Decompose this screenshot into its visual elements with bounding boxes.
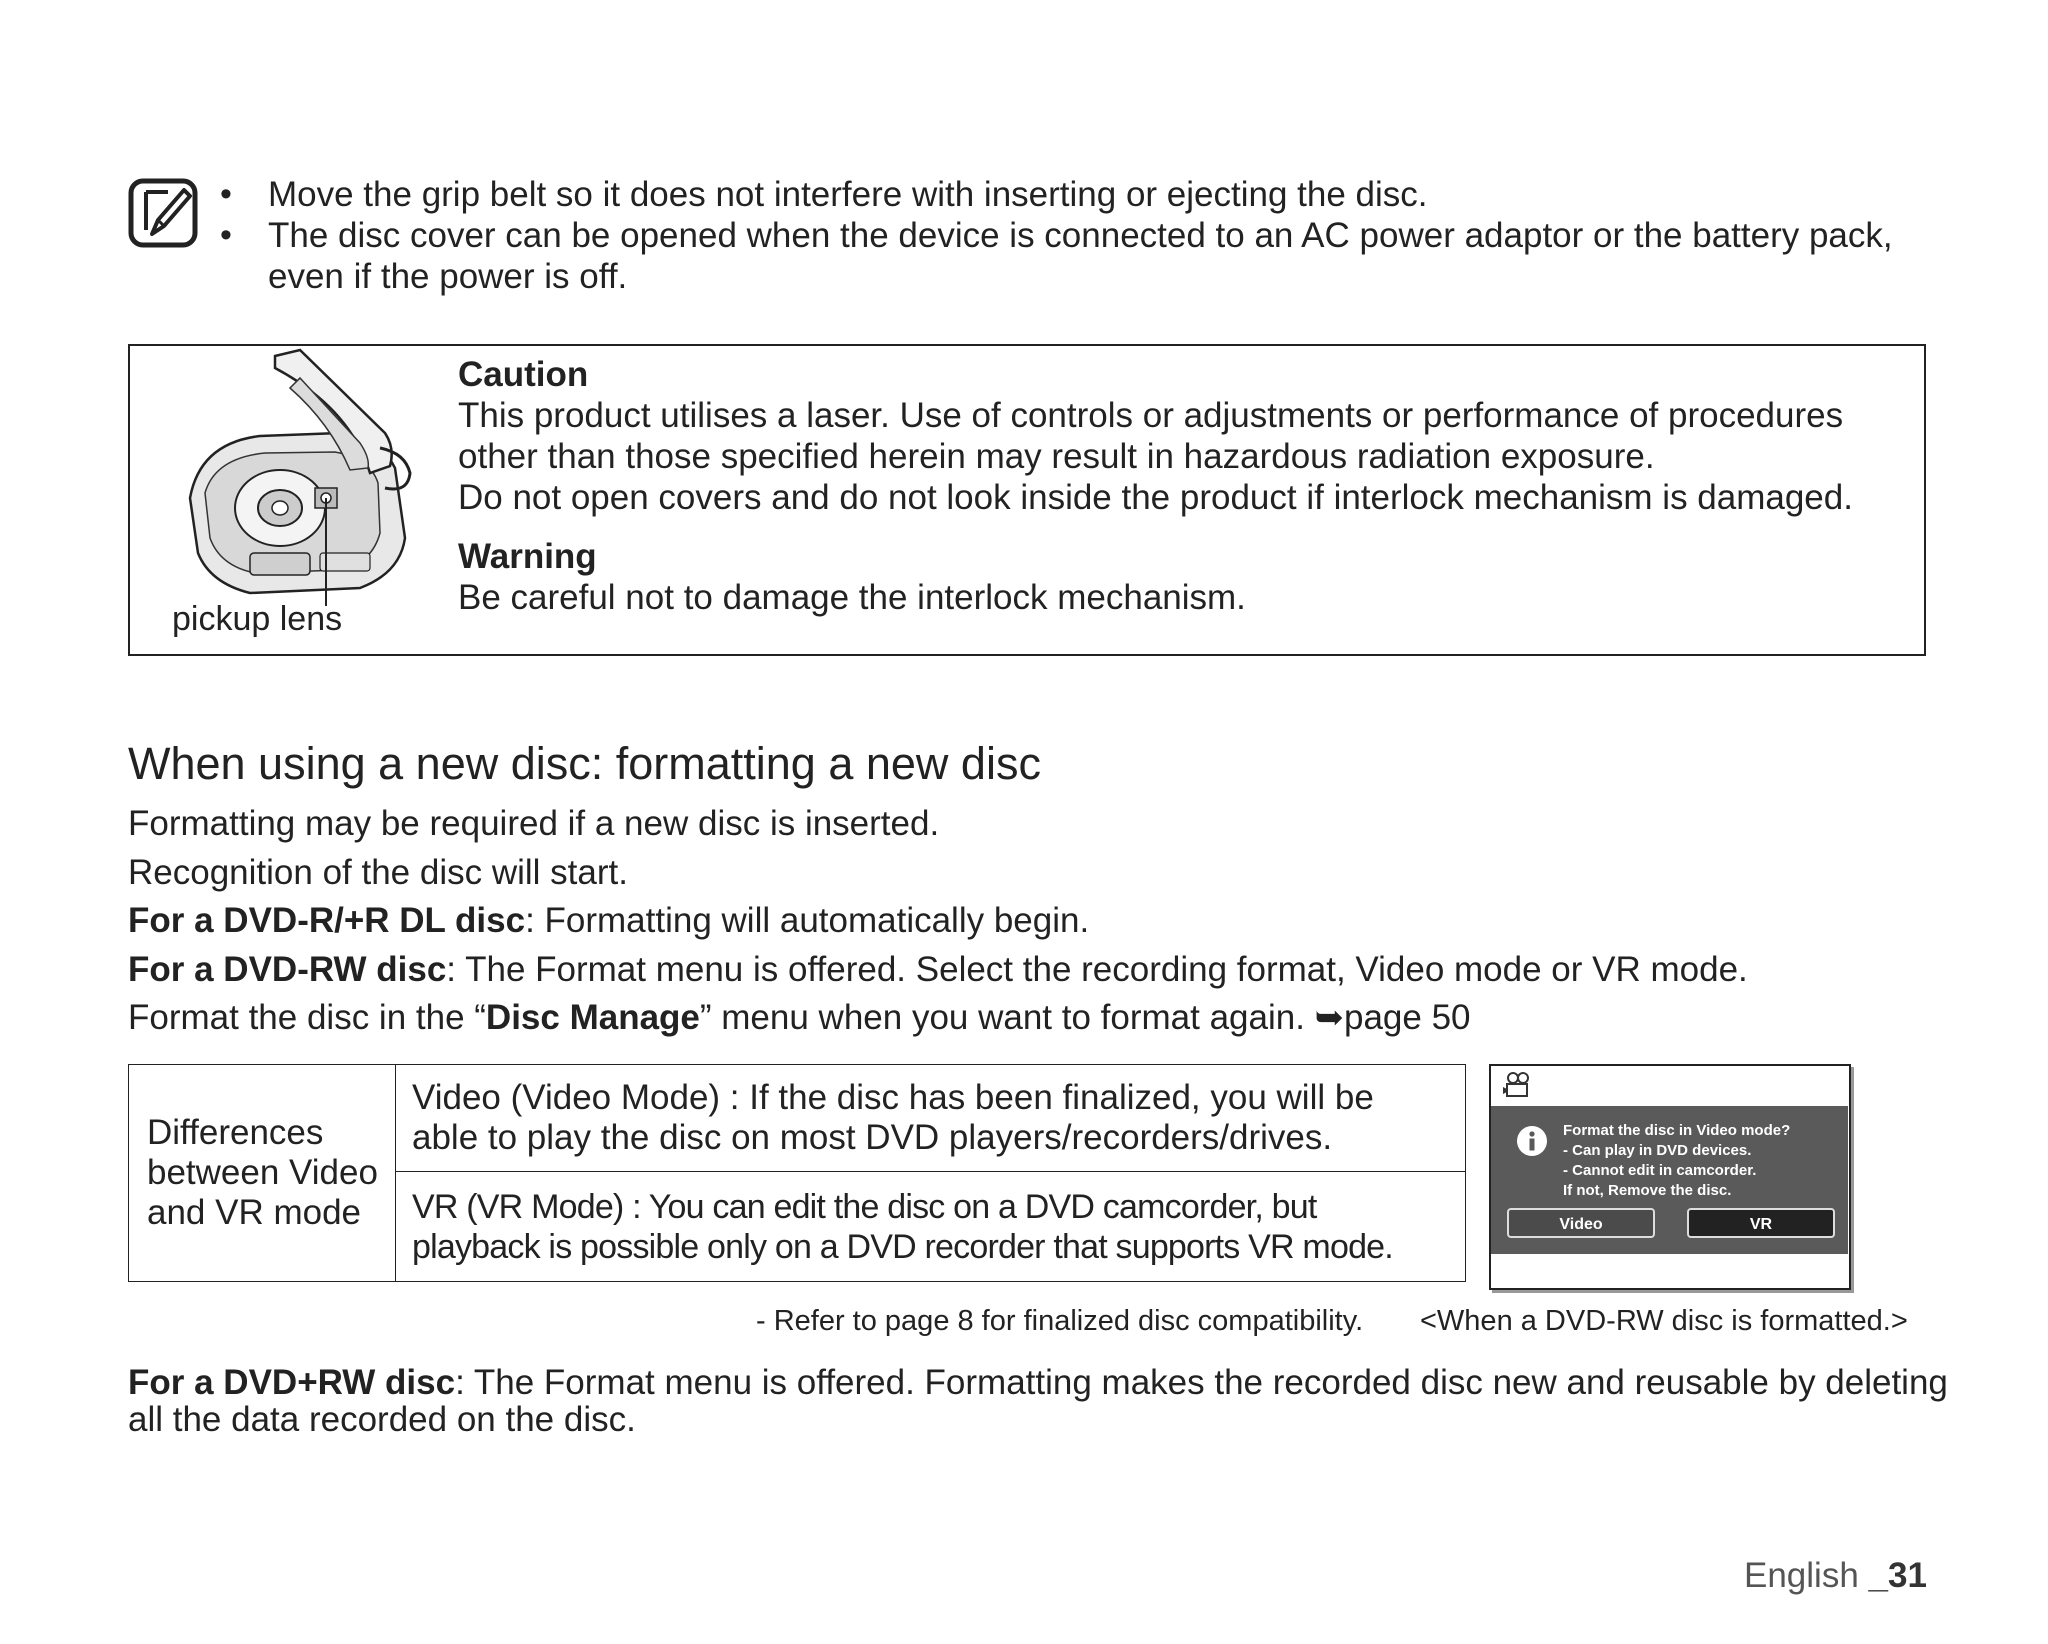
- camcorder-open-disc-cover-icon: [180, 348, 430, 618]
- movie-camera-icon: [1501, 1070, 1533, 1098]
- page-ref: page 50: [1344, 998, 1471, 1037]
- caution-line: This product utilises a laser. Use of controls or adjustments or performance of procedures: [458, 396, 1844, 435]
- warning-text: Be careful not to damage the interlock mechanism.: [458, 578, 1246, 617]
- dialog-line: - Can play in DVD devices.: [1563, 1142, 1752, 1159]
- finalized-compat-note: - Refer to page 8 for finalized disc compatibility.: [756, 1305, 1364, 1337]
- info-icon: [1515, 1124, 1549, 1158]
- body-line-dvd-rw: [128, 948, 1948, 997]
- dialog-line: If not, Remove the disc.: [1563, 1182, 1732, 1199]
- pickup-lens-label: pickup lens: [172, 600, 343, 638]
- video-vr-differences-table: [128, 1064, 1466, 1282]
- caution-heading: Caution: [458, 355, 589, 394]
- page-ref-arrow-icon: ➥: [1314, 998, 1344, 1037]
- screen-caption: <When a DVD-RW disc is formatted.>: [1420, 1305, 1908, 1337]
- body-line: Recognition of the disc will start.: [128, 852, 628, 892]
- format-dialog-message: [1563, 1121, 1843, 1201]
- dvd-plus-rw-label: For a DVD+RW disc: [128, 1363, 456, 1402]
- vr-mode-button[interactable]: VR: [1687, 1208, 1835, 1238]
- dvd-rw-text: : The Format menu is offered. Select the recording format, Video mode or VR mode.: [446, 949, 1748, 989]
- note-item: • The disc cover can be opened when the device is connected to an AC power adaptor or the battery pack, even if the power is off.: [220, 215, 1920, 297]
- format-dialog: [1491, 1106, 1848, 1254]
- caution-line: Do not open covers and do not look inside the product if interlock mechanism is damaged.: [458, 478, 1853, 517]
- caution-line: other than those specified herein may result in hazardous radiation exposure.: [458, 437, 1655, 476]
- page-number: _31: [1868, 1556, 1927, 1595]
- dvd-plus-rw-paragraph: [128, 1364, 1948, 1438]
- dvd-plus-rw-text: : The Format menu is offered. Formatting makes the recorded disc new and reusable by deleting all the data recorded on the disc.: [128, 1363, 1948, 1439]
- caution-text-block: [458, 354, 1898, 618]
- note-item: • Move the grip belt so it does not interfere with inserting or ejecting the disc.: [220, 174, 1920, 215]
- section-title: When using a new disc: formatting a new disc: [128, 738, 1041, 789]
- warning-heading: Warning: [458, 537, 597, 576]
- footer-language: English: [1744, 1556, 1869, 1595]
- dialog-line: Format the disc in Video mode?: [1563, 1122, 1791, 1139]
- dvd-r-text: : Formatting will automatically begin.: [525, 901, 1090, 940]
- body-line: Formatting may be required if a new disc is inserted.: [128, 804, 940, 843]
- video-mode-button[interactable]: Video: [1507, 1208, 1655, 1238]
- note-list: [220, 174, 1920, 297]
- disc-manage-post: ” menu when you want to format again.: [699, 998, 1315, 1037]
- body-line-disc-manage: [128, 996, 1948, 1045]
- note-pencil-icon: [128, 178, 198, 248]
- table-row-vr: VR (VR Mode) : You can edit the disc on a DVD camcorder, but playback is possible only on a DVD recorder that supports VR mode.: [396, 1172, 1466, 1282]
- disc-manage-pre: Format the disc in the “: [128, 998, 486, 1037]
- section-body: [128, 802, 1948, 1045]
- disc-manage-label: Disc Manage: [485, 998, 700, 1037]
- table-row-video: Video (Video Mode) : If the disc has been finalized, you will be able to play the disc on most DVD players/recorders/drives.: [396, 1065, 1466, 1172]
- table-header-cell: Differences between Video and VR mode: [129, 1065, 396, 1282]
- body-line-dvd-r: [128, 899, 1948, 948]
- dialog-line: - Cannot edit in camcorder.: [1563, 1162, 1757, 1179]
- dvd-r-label: For a DVD-R/+R DL disc: [128, 901, 526, 940]
- dvd-rw-label: For a DVD-RW disc: [128, 949, 447, 989]
- format-screen-illustration: [1489, 1064, 1851, 1290]
- page-footer: [1744, 1556, 1927, 1596]
